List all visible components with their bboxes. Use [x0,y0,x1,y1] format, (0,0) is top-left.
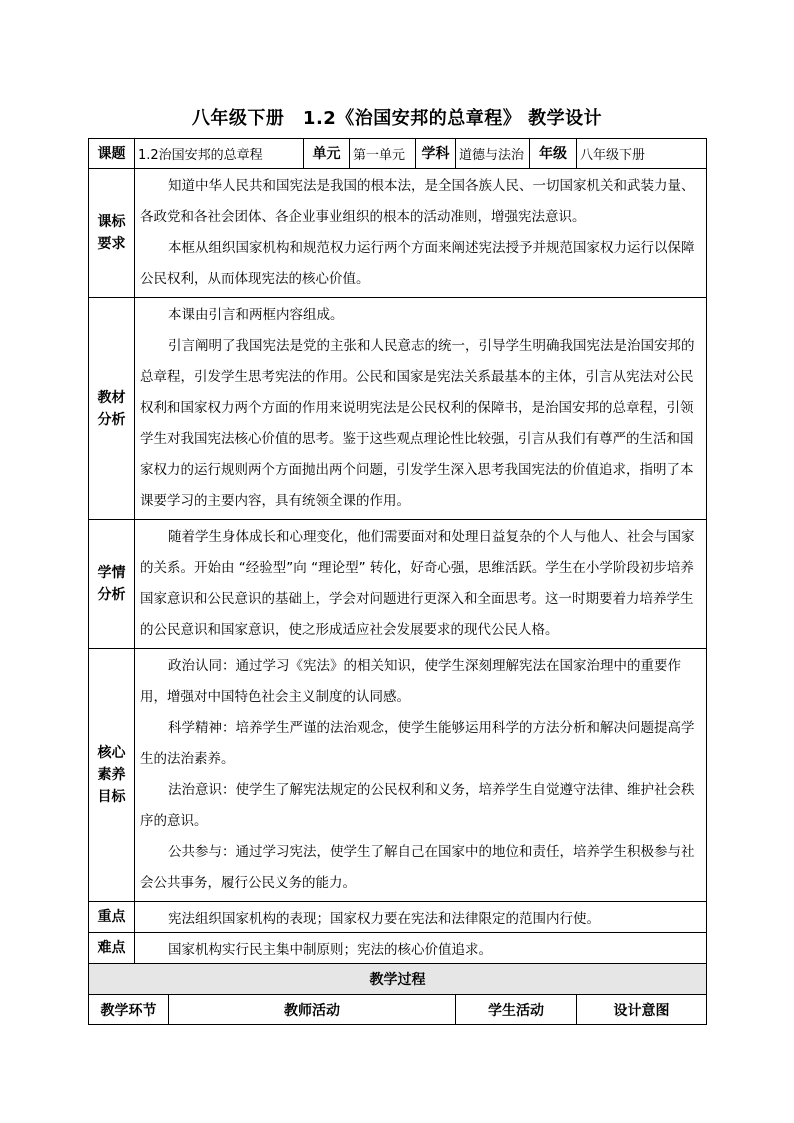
literacy-paragraph: 公共参与：通过学习宪法，使学生了解自己在国家中的地位和责任，培养学生积极参与社会公共事务，履行公民义务的能力。 [140,844,695,891]
process-section-row [89,964,707,995]
lesson-plan-table [88,138,707,1025]
process-header-row [89,995,707,1025]
process-header-teacher: 教师活动 [169,995,456,1025]
unit-value: 第一单元 [350,139,416,169]
meta-row [89,139,707,169]
literacy-paragraph: 法治意识：使学生了解宪法规定的公民权利和义务，培养学生自觉遵守法律、维护社会秩序的意识。 [140,782,695,829]
material-paragraph: 引言阐明了我国宪法是党的主张和人民意志的统一，引导学生明确我国宪法是治国安邦的总章程，引发学生思考宪法的作用。公民和国家是宪法关系最基本的主体，引言从宪法对公民权利和国家权力两个方面的作用来说明宪法是公民权利的保障书，是治国安邦的总章程，引领学生对我国宪法核心价值的思考。鉴于这些观点理论性比较强，引言从我们有尊严的生活和国家权力的运行规则两个方面抛出两个问题，引发学生深入思考我国宪法的价值追求，指明了本课要学习的主要内容，具有统领全课的作用。 [140,338,695,509]
literacy-content [135,649,707,902]
grade-label: 年级 [530,139,577,169]
students-content [135,520,707,649]
material-content [135,298,707,520]
subject-value: 道德与法治 [456,139,530,169]
material-row [89,298,707,520]
difficulty-label: 难点 [89,933,135,964]
material-label: 教材 分析 [89,298,135,520]
curriculum-paragraph: 本框从组织国家机构和规范权力运行两个方面来阐述宪法授予并规范国家权力运行以保障公民权利，从而体现宪法的核心价值。 [140,240,695,287]
curriculum-content [135,169,707,298]
unit-label: 单元 [304,139,350,169]
difficulty-text: 国家机构实行民主集中制原则；宪法的核心价值追求。 [135,933,707,964]
process-header-student: 学生活动 [456,995,577,1025]
students-paragraph: 随着学生身体成长和心理变化，他们需要面对和处理日益复杂的个人与他人、社会与国家的关系。开始由 “经验型”向 “理论型” 转化，好奇心强，思维活跃。学生在小学阶段初步培养国家意识和公民意识的基础上，学会对问题进行更深入和全面思考。这一时期要着力培养学生的公民意识和国家意识，使之形成适应社会发展要求的现代公民人格。 [140,529,695,638]
students-label: 学情 分析 [89,520,135,649]
key-point-label: 重点 [89,902,135,933]
key-point-text: 宪法组织国家机构的表现；国家权力要在宪法和法律限定的范围内行使。 [135,902,707,933]
curriculum-label: 课标 要求 [89,169,135,298]
literacy-paragraph: 政治认同：通过学习《宪法》的相关知识，使学生深刻理解宪法在国家治理中的重要作用，增强对中国特色社会主义制度的认同感。 [140,658,681,705]
document-title: 八年级下册 1.2《治国安邦的总章程》 教学设计 [191,108,603,129]
key-point-row [89,902,707,933]
curriculum-paragraph: 知道中华人民共和国宪法是我国的根本法，是全国各族人民、一切国家机关和武装力量、各政党和各社会团体、各企业事业组织的根本的活动准则，增强宪法意识。 [140,178,695,225]
literacy-label: 核心 素养 目标 [89,649,135,902]
topic-value: 1.2治国安邦的总章程 [135,139,304,169]
grade-value: 八年级下册 [577,139,707,169]
curriculum-row [89,169,707,298]
process-title: 教学过程 [89,964,707,995]
difficulty-row [89,933,707,964]
topic-label: 课题 [89,139,135,169]
process-header-intent: 设计意图 [577,995,707,1025]
subject-label: 学科 [416,139,456,169]
students-row [89,520,707,649]
literacy-paragraph: 科学精神：培养学生严谨的法治观念，使学生能够运用科学的方法分析和解决问题提高学生的法治素养。 [140,720,695,767]
process-header-stage: 教学环节 [89,995,169,1025]
literacy-row [89,649,707,902]
material-paragraph: 本课由引言和两框内容组成。 [168,307,344,323]
